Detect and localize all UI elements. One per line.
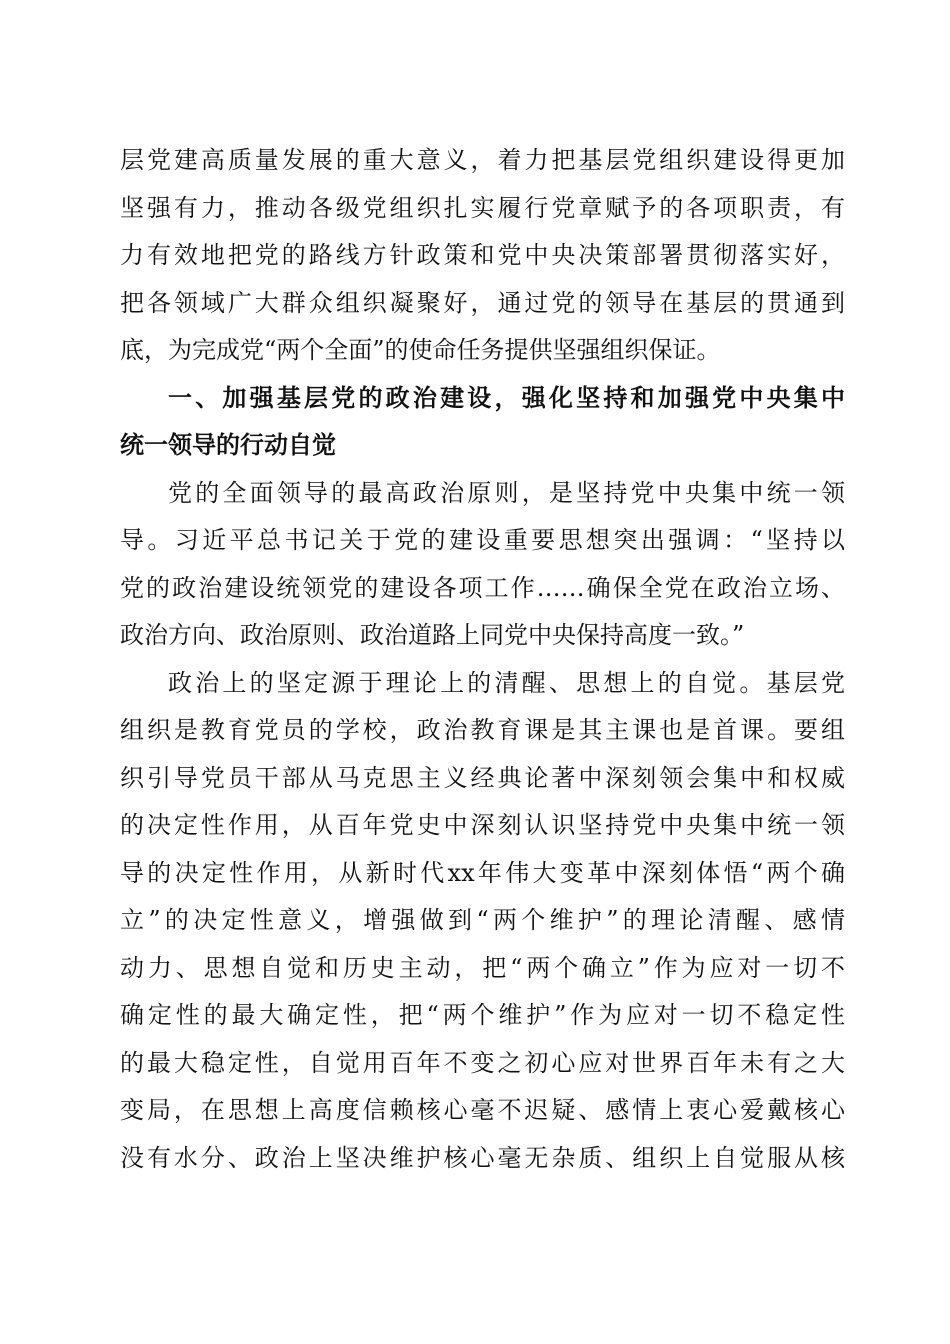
text-line: 党的全面领导的最高政治原则，是坚持党中央集中统一领 (168, 478, 845, 507)
text-line: 导的决定性作用，从新时代xx年伟大变革中深刻体悟“两个确 (120, 858, 845, 887)
text-line: 的决定性作用，从百年党史中深刻认识坚持党中央集中统一领 (120, 811, 845, 839)
text-line: 确定性的最大确定性，把“两个维护”作为应对一切不稳定性 (120, 1001, 845, 1029)
text-line: 政治方向、政治原则、政治道路上同党中央保持高度一致。” (120, 621, 745, 649)
text-line: 导。习近平总书记关于党的建设重要思想突出强调：“坚持以 (120, 526, 845, 554)
paragraph-political-principle (120, 470, 845, 660)
heading-line: 一、加强基层党的政治建设，强化坚持和加强党中央集中 (168, 383, 845, 412)
document-body (120, 137, 845, 1182)
text-line: 没有水分、政治上坚决维护核心毫无杂质、组织上自觉服从核 (120, 1143, 845, 1172)
text-line: 组织是教育党员的学校，政治教育课是其主课也是首课。要组 (120, 716, 845, 744)
heading-line: 统一领导的行动自觉 (120, 431, 336, 459)
text-line: 底，为完成党“两个全面”的使命任务提供坚强组织保证。 (120, 336, 721, 364)
text-line: 变局，在思想上高度信赖核心毫不迟疑、感情上衷心爱戴核心 (120, 1096, 845, 1124)
paragraph-intro-continued (120, 137, 845, 375)
text-line: 坚强有力，推动各级党组织扎实履行党章赋予的各项职责，有 (120, 193, 845, 222)
text-line: 政治上的坚定源于理论上的清醒、思想上的自觉。基层党 (168, 668, 845, 697)
section-heading-1 (120, 375, 845, 470)
text-line: 党的政治建设统领党的建设各项工作……确保全党在政治立场、 (120, 573, 845, 602)
text-line: 力有效地把党的路线方针政策和党中央决策部署贯彻落实好， (120, 241, 845, 269)
text-line: 织引导党员干部从马克思主义经典论著中深刻领会集中和权威 (120, 763, 845, 792)
paragraph-political-education (120, 660, 845, 1183)
text-line: 的最大稳定性，自觉用百年不变之初心应对世界百年未有之大 (120, 1048, 845, 1077)
text-line: 层党建高质量发展的重大意义，着力把基层党组织建设得更加 (120, 146, 845, 174)
text-line: 立”的决定性意义，增强做到“两个维护”的理论清醒、感情 (120, 906, 845, 934)
text-line: 动力、思想自觉和历史主动，把“两个确立”作为应对一切不 (120, 953, 845, 982)
text-line: 把各领域广大群众组织凝聚好，通过党的领导在基层的贯通到 (120, 288, 845, 317)
